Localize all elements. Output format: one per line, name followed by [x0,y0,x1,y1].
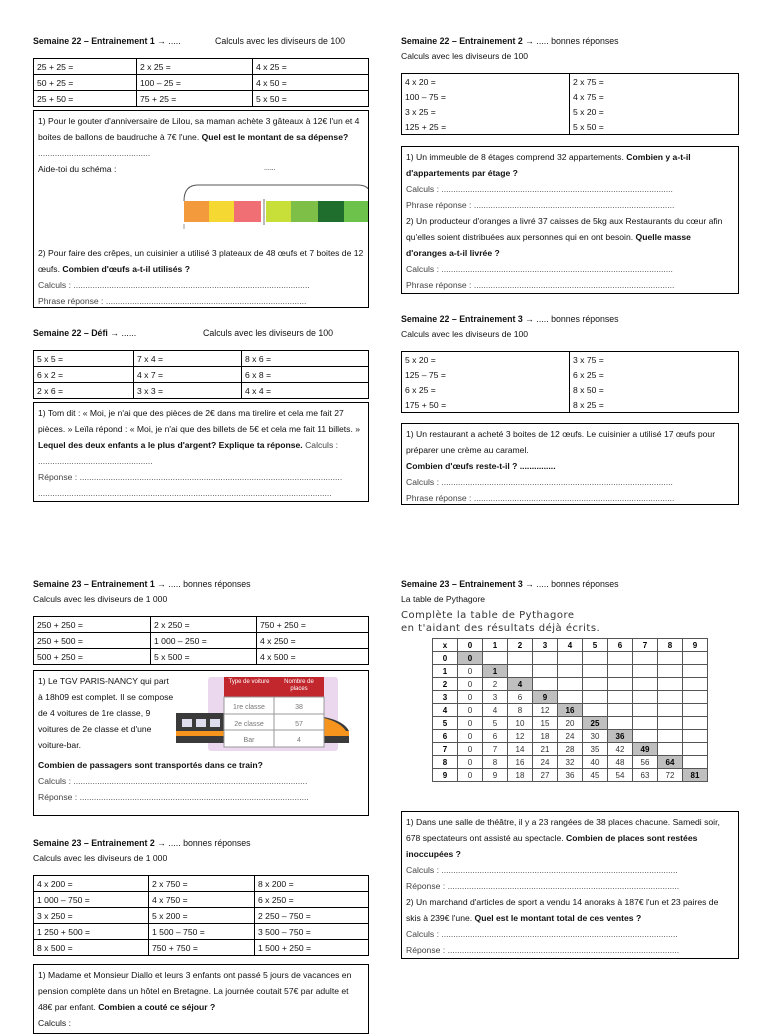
calc-cell: 8 x 25 = [570,397,739,413]
problem-box: 1) Tom dit : « Moi, je n'ai que des pièces de 2€ dans ma tirelire et cela me fait 27 pièces. » Leïla répond : « Moi, je n'ai que des billets de 5€ et cela me fait 11 billets. » Lequel des deux enfants a le plus d'argent? Explique ta réponse. Calculs : ................................................ Réponse : .............................................................................................................. ........................................................................................................................... [33,402,369,502]
calc-cell: 7 x 4 = [134,351,242,367]
calc-cell: 5 x 20 = [402,352,570,368]
pyth-header: 2 [508,639,533,652]
s23-entrainement2: Semaine 23 – Entrainement 2 → ..... bonnes réponses Calculs avec les diviseurs de 1 000 4 x 200 = 2 x 750 = 8 x 200 = 1 000 – 750 = 4 x 750 = 6 x 250 = 3 x 250 = 5 x 200 = 2 250 – 750 = 1 250 + 500 = 1 500 – 750 = 3 500 – 750 = 8 x 500 = 750 + 750 = 1 500 + 250 = [33,836,373,956]
calc-cell: 4 x 20 = [402,74,570,90]
calc-cell: 6 x 250 = [255,892,369,908]
pyth-cell [658,730,683,743]
calc-cell: 3 x 75 = [570,352,739,368]
pyth-cell [608,717,633,730]
pyth-cell: 72 [658,769,683,782]
pyth-cell: 6 [508,691,533,704]
pyth-cell: 4 [508,678,533,691]
schema-svg [178,173,369,239]
pyth-cell: 7 [483,743,508,756]
instruction: en t'aidant des résultats déjà écrits. [401,623,601,634]
pyth-cell [583,678,608,691]
calc-cell: 500 + 250 = [34,649,151,665]
pyth-cell: 54 [608,769,633,782]
pyth-cell: 9 [533,691,558,704]
pyth-cell: 7 [433,743,458,756]
calc-cell: 1 500 – 750 = [149,924,255,940]
calc-cell: 1 000 – 750 = [34,892,149,908]
bar-segment [318,201,344,222]
calc-cell: 3 500 – 750 = [255,924,369,940]
calc-cell: 3 x 250 = [34,908,149,924]
calc-cell: 250 + 500 = [34,633,151,649]
pyth-cell: 8 [433,756,458,769]
pyth-cell: 49 [633,743,658,756]
calc-cell: 8 x 6 = [242,351,369,367]
pyth-cell [608,652,633,665]
pyth-cell: 81 [683,769,708,782]
pyth-cell: 18 [508,769,533,782]
calc-cell: 5 x 5 = [34,351,134,367]
pyth-cell: 36 [608,730,633,743]
pyth-cell: 0 [458,743,483,756]
bar-segment [266,201,291,222]
pyth-cell: 0 [458,756,483,769]
s22-entrainement1 [33,34,373,107]
pyth-cell: 18 [533,730,558,743]
pythagore-table [432,638,708,782]
section-title: Semaine 22 – Entrainement 1 → ..... Calculs avec les diviseurs de 100 [33,36,346,46]
s22-entrainement2: Semaine 22 – Entrainement 2 → ..... bonnes réponses Calculs avec les diviseurs de 100 4 x 20 = 2 x 75 = 100 – 75 = 4 x 75 = 3 x 25 = 5 x 20 = 125 + 25 = 5 x 50 = [401,34,741,135]
pyth-cell: 6 [433,730,458,743]
pyth-cell: 8 [483,756,508,769]
train-illustration [174,673,364,757]
pyth-cell [683,743,708,756]
calc-cell: 5 x 200 = [149,908,255,924]
section-title: Semaine 22 – Entrainement 2 → ..... bonnes réponses [401,36,619,46]
pyth-cell: 0 [458,704,483,717]
pyth-header: 9 [683,639,708,652]
calc-table [401,73,739,135]
bar-segment [234,201,261,222]
calc-cell: 4 x 750 = [149,892,255,908]
s23-entrainement1: Semaine 23 – Entrainement 1 → ..... bonnes réponses Calculs avec les diviseurs de 1 000 250 + 250 = 2 x 250 = 750 + 250 = 250 + 500 = 1 000 – 250 = 4 x 250 = 500 + 250 = 5 x 500 = 4 x 500 = [33,577,373,665]
calc-cell: 2 250 – 750 = [255,908,369,924]
pyth-cell: 42 [608,743,633,756]
train-header: Nombre de places [284,679,314,692]
pyth-cell [558,652,583,665]
s23-entrainement3: Semaine 23 – Entrainement 3 → ..... bonnes réponses La table de Pythagore Complète la table de Pythagore en t'aidant des résultats déjà écrits. x 0 1 2 3 4 5 6 7 8 9 0 0 1 0 1 2 0 2 4 3 0 3 6 9 4 0 4 8 12 16 5 0 5 10 15 20 25 6 0 6 12 18 24 30 36 7 0 7 14 21 28 35 42 49 8 0 8 16 24 32 40 48 56 64 9 0 9 18 27 36 45 54 63 72 81 [401,577,741,782]
pyth-cell [683,665,708,678]
calc-cell: 75 + 25 = [137,91,253,107]
pyth-cell: 0 [458,730,483,743]
calc-cell: 250 + 250 = [34,617,151,633]
pyth-cell: 56 [633,756,658,769]
pyth-cell: 8 [508,704,533,717]
pyth-cell [558,665,583,678]
pyth-cell: 21 [533,743,558,756]
train-cell: 1re classe [233,704,265,711]
calc-cell: 750 + 750 = [149,940,255,956]
calc-cell: 8 x 50 = [570,382,739,397]
calc-cell: 4 x 200 = [34,876,149,892]
pyth-cell [683,678,708,691]
problem-box: 1) Un immeuble de 8 étages comprend 32 appartements. Combien y a-t-il d'appartements par étage ? Calculs : ................................................................................................. Phrase réponse : .................................................................................... 2) Un producteur d'oranges a livré 37 caisses de 5kg aux Restaurants du cœur afin qu'elles soient distribuées aux personnes qui en ont besoin. Quelle masse d'oranges a-t-il livrée ? Calculs : ................................................................................................. Phrase réponse : .................................................................................... [401,146,739,294]
pyth-cell: 24 [533,756,558,769]
calc-cell: 100 – 75 = [402,89,570,104]
pyth-cell: 2 [483,678,508,691]
pyth-header: 0 [458,639,483,652]
pyth-cell [633,717,658,730]
calc-cell: 4 x 250 = [257,633,369,649]
calc-table [401,351,739,413]
pyth-header: 4 [558,639,583,652]
train-cell: 2e classe [234,721,264,728]
pyth-cell: 0 [433,652,458,665]
section-title: Semaine 22 – Entrainement 3 → ..... bonnes réponses [401,314,619,324]
pyth-cell [608,678,633,691]
pyth-cell [508,665,533,678]
calc-table [33,350,369,399]
calc-cell: 4 x 50 = [253,75,369,91]
pyth-cell: 35 [583,743,608,756]
train-cell: 38 [295,704,303,711]
problem-box: 1) Un restaurant a acheté 3 boites de 12 œufs. Le cuisinier a utilisé 17 œufs pour préparer une crème au caramel. Combien d'œufs reste-t-il ? ............... Calculs : ................................................................................................. Phrase réponse : .................................................................................... [401,423,739,505]
pyth-cell [483,652,508,665]
train-header: Type de voiture [228,679,270,685]
section-title: Semaine 22 – Défi → ...... Calculs avec les diviseurs de 100 [33,328,334,338]
pyth-cell [508,652,533,665]
s22-entrainement3: Semaine 22 – Entrainement 3 → ..... bonnes réponses Calculs avec les diviseurs de 100 5 x 20 = 3 x 75 = 125 – 75 = 6 x 25 = 6 x 25 = 8 x 50 = 175 + 50 = 8 x 25 = [401,312,741,413]
pyth-cell: 9 [433,769,458,782]
pyth-cell [683,704,708,717]
calc-cell: 2 x 250 = [151,617,257,633]
calc-cell: 125 – 75 = [402,367,570,382]
pyth-cell [533,678,558,691]
pyth-cell: 3 [433,691,458,704]
pyth-cell [633,678,658,691]
pyth-cell: 28 [558,743,583,756]
pyth-cell: 10 [508,717,533,730]
section-title: Semaine 23 – Entrainement 3 → ..... bonnes réponses [401,579,619,589]
pyth-cell: 16 [558,704,583,717]
pyth-cell: 20 [558,717,583,730]
pyth-cell: 64 [658,756,683,769]
pyth-cell: 0 [458,652,483,665]
pyth-cell: 9 [483,769,508,782]
pyth-cell [658,691,683,704]
calc-cell: 2 x 75 = [570,74,739,90]
train-cell: Bar [243,737,255,744]
calc-cell: 4 x 25 = [253,59,369,75]
pyth-cell [658,665,683,678]
pyth-cell [608,665,633,678]
pyth-cell: 0 [458,678,483,691]
calc-cell: 25 + 25 = [34,59,137,75]
pyth-header: 6 [608,639,633,652]
calc-cell: 1 500 + 250 = [255,940,369,956]
bar-segment [291,201,318,222]
calc-cell: 2 x 750 = [149,876,255,892]
pyth-header: x [433,639,458,652]
calc-cell: 6 x 25 = [570,367,739,382]
schema-diagram: ...... [38,177,364,245]
pyth-cell: 0 [458,717,483,730]
problem-box: 1) Pour le gouter d'anniversaire de Lilou, sa maman achète 3 gâteaux à 12€ l'un et 4 boites de ballons de baudruche à 7€ l'une. Quel est le montant de sa dépense? ............................................... Aide-toi du schéma : ...... 2) Pour faire des crêpes, un cuisinier a utilisé 3 plateaux de 48 œufs et 7 boites de 12 œufs. Combien d'œufs a-t-il utilisés ? Calculs : ................................................................................................... Phrase réponse : .................................................................................... [33,110,369,308]
calc-cell: 2 x 6 = [34,383,134,399]
pyth-cell: 24 [558,730,583,743]
pyth-cell [633,691,658,704]
pyth-cell [583,704,608,717]
pyth-cell [583,665,608,678]
pyth-cell [608,704,633,717]
pyth-cell: 25 [583,717,608,730]
pyth-cell: 45 [583,769,608,782]
calc-cell: 50 + 25 = [34,75,137,91]
pyth-cell: 3 [483,691,508,704]
calc-table [33,875,369,956]
calc-cell: 25 + 50 = [34,91,137,107]
s22-defi [33,326,373,399]
pyth-cell: 0 [458,769,483,782]
pyth-cell [658,678,683,691]
pyth-header: 8 [658,639,683,652]
calc-cell: 4 x 4 = [242,383,369,399]
pyth-cell: 16 [508,756,533,769]
pyth-cell: 36 [558,769,583,782]
pyth-cell [558,691,583,704]
pyth-header: 7 [633,639,658,652]
pyth-cell [633,665,658,678]
pyth-header: 5 [583,639,608,652]
section-title: Semaine 23 – Entrainement 2 → ..... bonnes réponses [33,838,251,848]
pyth-cell [658,743,683,756]
pyth-cell [683,730,708,743]
calc-cell: 750 + 250 = [257,617,369,633]
pyth-cell: 40 [583,756,608,769]
pyth-cell [683,691,708,704]
calc-cell: 5 x 50 = [253,91,369,107]
calc-cell: 6 x 2 = [34,367,134,383]
pyth-cell: 15 [533,717,558,730]
bar-segment [184,201,209,222]
calc-cell: 8 x 500 = [34,940,149,956]
calc-table [33,58,369,107]
pyth-cell [658,717,683,730]
calc-cell: 1 000 – 250 = [151,633,257,649]
instruction: Complète la table de Pythagore [401,610,575,621]
calc-cell: 3 x 25 = [402,104,570,119]
pyth-cell [533,665,558,678]
pyth-cell: 30 [583,730,608,743]
pyth-cell [658,704,683,717]
calc-cell: 4 x 500 = [257,649,369,665]
pyth-cell: 1 [433,665,458,678]
pyth-cell: 27 [533,769,558,782]
bar-segment [209,201,234,222]
calc-cell: 175 + 50 = [402,397,570,413]
calc-table [33,616,369,665]
pyth-header: 3 [533,639,558,652]
pyth-cell: 32 [558,756,583,769]
pyth-cell: 5 [433,717,458,730]
pyth-cell: 5 [483,717,508,730]
pyth-cell: 12 [533,704,558,717]
calc-cell: 3 x 3 = [134,383,242,399]
calc-cell: 4 x 7 = [134,367,242,383]
pyth-cell: 63 [633,769,658,782]
calc-cell: 5 x 50 = [570,119,739,135]
pyth-cell: 48 [608,756,633,769]
pyth-cell [583,652,608,665]
train-cell: 4 [297,737,301,744]
pyth-cell [608,691,633,704]
pyth-cell [633,704,658,717]
calc-cell: 5 x 500 = [151,649,257,665]
calc-cell: 1 250 + 500 = [34,924,149,940]
pyth-cell: 2 [433,678,458,691]
pyth-cell: 12 [508,730,533,743]
pyth-cell [683,756,708,769]
pyth-cell: 0 [458,665,483,678]
pyth-cell [683,652,708,665]
calc-cell: 2 x 25 = [137,59,253,75]
pyth-cell: 0 [458,691,483,704]
calc-cell: 6 x 8 = [242,367,369,383]
problem-box: 1) Madame et Monsieur Diallo et leurs 3 enfants ont passé 5 jours de vacances en pension complète dans un hôtel en Bretagne. La journée coutait 57€ par adulte et 48€ par enfant. Combien a couté ce séjour ? Calculs : [33,964,369,1034]
pyth-cell [533,652,558,665]
pyth-cell: 1 [483,665,508,678]
pyth-cell [633,652,658,665]
pyth-cell [583,691,608,704]
problem-box: 1) Dans une salle de théâtre, il y a 23 rangées de 38 places chacune. Samedi soir, 678 spectateurs ont assisté au spectacle. Combien de places sont restées inoccupées ? Calculs : ................................................................................................... Réponse : ................................................................................................. 2) Un marchand d'articles de sport a vendu 14 anoraks à 187€ l'un et 23 paires de skis à 239€ l'une. Quel est le montant total de ces ventes ? Calculs : ................................................................................................... Réponse : ................................................................................................. [401,811,739,959]
calc-cell: 8 x 200 = [255,876,369,892]
pyth-cell [558,678,583,691]
section-title: Semaine 23 – Entrainement 1 → ..... bonnes réponses [33,579,251,589]
bar-segment [344,201,369,222]
pyth-cell: 4 [433,704,458,717]
calc-cell: 5 x 20 = [570,104,739,119]
pyth-cell: 14 [508,743,533,756]
problem-box: 1) Le TGV PARIS-NANCY qui part à 18h09 est complet. Il se compose de 4 voitures de 1re classe, 9 voitures de 2e classe et d'une voiture-bar. Type de voiture Nombre de places 1re classe 38 2e classe 57 Bar 4 Combien de passagers sont transportés dans ce train? Calculs : .................................................................................................. Réponse : ................................................................................................ .......................................................................................................................... [33,670,369,816]
pyth-cell [683,717,708,730]
pyth-cell [658,652,683,665]
calc-cell: 4 x 75 = [570,89,739,104]
calc-cell: 100 – 25 = [137,75,253,91]
calc-cell: 6 x 25 = [402,382,570,397]
pyth-cell: 6 [483,730,508,743]
pyth-cell: 4 [483,704,508,717]
calc-cell: 125 + 25 = [402,119,570,135]
pyth-header: 1 [483,639,508,652]
pyth-cell [633,730,658,743]
train-cell: 57 [295,721,303,728]
